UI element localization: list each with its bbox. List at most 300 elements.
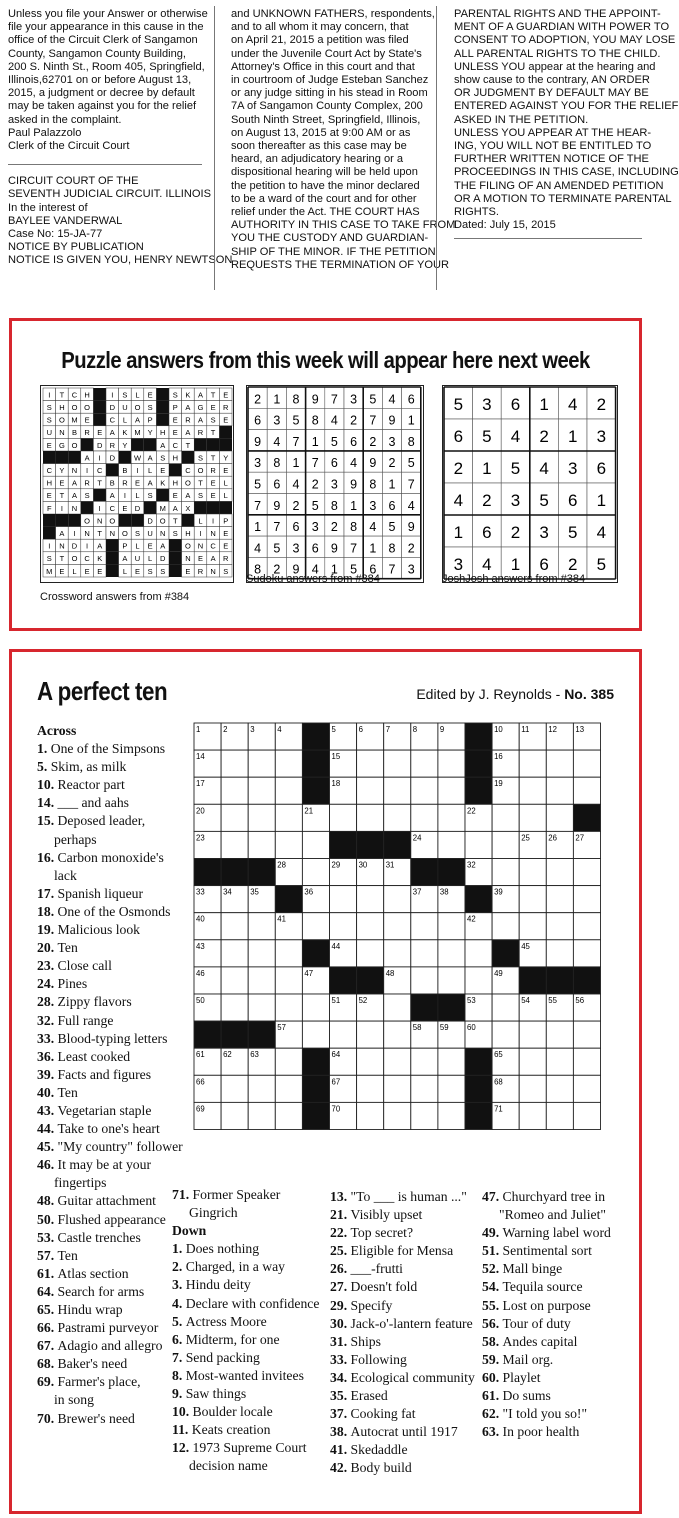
answer-letter: N	[159, 529, 166, 538]
legal-line: UNLESS YOU APPEAR AT THE HEAR-	[454, 126, 652, 139]
grid-cell[interactable]	[248, 1102, 275, 1129]
legal-line: soon thereafter as this case may be	[231, 140, 407, 153]
cell-number: 30	[358, 860, 368, 870]
grid-cell[interactable]	[573, 940, 600, 967]
grid-cell[interactable]	[519, 1021, 546, 1048]
grid-cell[interactable]	[411, 940, 438, 967]
clue-text: Least cooked	[57, 1048, 131, 1064]
clue-number: 27.	[330, 1279, 351, 1295]
answer-letter: I	[48, 541, 51, 551]
grid-cell[interactable]	[275, 940, 302, 967]
grid-cell[interactable]	[438, 1102, 465, 1129]
answer-letter: E	[46, 440, 52, 450]
answer-letter: I	[98, 503, 101, 513]
grid-cell[interactable]	[384, 777, 411, 804]
clue	[37, 849, 183, 867]
clue-text: Body build	[350, 1460, 412, 1476]
answer-letter: T	[59, 491, 65, 501]
grid-cell[interactable]	[384, 1102, 411, 1129]
grid-cell[interactable]	[384, 1048, 411, 1075]
cell-number: 7	[385, 725, 391, 734]
clue-text: Flushed appearance	[57, 1211, 166, 1227]
grid-cell[interactable]	[438, 940, 465, 967]
clue	[172, 1349, 319, 1367]
cell-number: 24	[412, 833, 422, 843]
grid-cell[interactable]	[492, 831, 519, 858]
grid-cell[interactable]	[465, 967, 492, 994]
black-cell	[194, 501, 207, 514]
answer-letter: N	[84, 529, 90, 538]
grid-cell[interactable]	[302, 913, 329, 940]
clue	[172, 1421, 319, 1439]
grid-cell[interactable]	[492, 1021, 519, 1048]
answer-letter: N	[210, 566, 216, 576]
grid-cell[interactable]	[519, 1048, 546, 1075]
clue-text: Adagio and allegro	[57, 1338, 163, 1354]
answers-title: Puzzle answers from this week will appear here next week	[61, 347, 590, 373]
cell-number: 33	[196, 887, 205, 897]
answer-letter: A	[84, 453, 90, 463]
grid-cell[interactable]	[275, 967, 302, 994]
black-square	[573, 967, 600, 994]
grid-cell[interactable]	[519, 886, 546, 913]
clue-continuation: lack	[54, 867, 77, 883]
grid-cell[interactable]	[438, 967, 465, 994]
black-square	[411, 859, 438, 886]
grid-cell[interactable]	[357, 750, 384, 777]
sudoku-digit: 5	[273, 541, 281, 556]
answer-letter: T	[210, 390, 216, 400]
sudoku-digit: 5	[330, 434, 338, 449]
answer-letter: S	[147, 566, 153, 576]
clue-number: 63.	[482, 1424, 503, 1440]
grid-cell[interactable]	[573, 1021, 600, 1048]
grid-cell[interactable]	[384, 1021, 411, 1048]
clue	[172, 1331, 319, 1349]
sudoku-digit: 5	[407, 456, 415, 471]
grid-cell[interactable]	[357, 1075, 384, 1102]
clue-text: Brewer's need	[57, 1410, 135, 1426]
grid-cell[interactable]	[546, 1102, 573, 1129]
clues-across-column	[37, 722, 183, 1428]
black-cell	[93, 388, 106, 401]
grid-cell[interactable]	[411, 1075, 438, 1102]
grid-cell[interactable]	[492, 859, 519, 886]
grid-cell[interactable]	[357, 1102, 384, 1129]
clue-text: Do sums	[502, 1388, 551, 1404]
clue-number: 16.	[37, 849, 58, 865]
black-square	[465, 750, 492, 777]
crossword-grid[interactable]	[192, 721, 600, 1179]
answer-letter: C	[109, 415, 116, 425]
clue-number: 17.	[37, 885, 58, 901]
answer-letter: T	[173, 516, 178, 526]
cell-number: 42	[467, 914, 476, 924]
clue-text: Sentimental sort	[502, 1243, 592, 1259]
answer-letter: S	[160, 566, 166, 576]
grid-cell[interactable]	[546, 913, 573, 940]
grid-cell[interactable]	[330, 886, 357, 913]
grid-cell[interactable]	[573, 1075, 600, 1102]
legal-line: In the interest of	[8, 201, 88, 214]
clue-number: 64.	[37, 1283, 58, 1299]
grid-cell[interactable]	[519, 859, 546, 886]
grid-cell[interactable]	[438, 913, 465, 940]
clue-number: 5.	[172, 1313, 186, 1329]
grid-cell[interactable]	[519, 804, 546, 831]
clue-text: Saw things	[185, 1386, 247, 1402]
answer-letter: L	[148, 466, 153, 475]
legal-line: South Ninth Street, Springfield, Illinois,	[231, 113, 421, 126]
grid-cell[interactable]	[221, 750, 248, 777]
clue-number: 69.	[37, 1374, 58, 1390]
grid-cell[interactable]	[546, 777, 573, 804]
grid-cell[interactable]	[411, 750, 438, 777]
answer-letter: C	[46, 466, 53, 475]
answer-letter: S	[46, 554, 52, 564]
black-cell	[182, 451, 195, 464]
grid-cell[interactable]	[546, 1048, 573, 1075]
grid-cell[interactable]	[438, 831, 465, 858]
grid-cell[interactable]	[357, 913, 384, 940]
grid-cell[interactable]	[275, 1075, 302, 1102]
joshjosh-digit: 6	[453, 427, 464, 446]
grid-cell[interactable]	[546, 750, 573, 777]
answer-letter: A	[147, 478, 153, 488]
sudoku-digit: 9	[311, 392, 319, 407]
joshjosh-digit: 5	[482, 427, 492, 446]
grid-cell[interactable]	[248, 967, 275, 994]
grid-cell[interactable]	[411, 913, 438, 940]
grid-cell[interactable]	[357, 777, 384, 804]
grid-cell[interactable]	[248, 913, 275, 940]
answer-letter: Y	[147, 428, 153, 438]
grid-cell[interactable]	[221, 1075, 248, 1102]
grid-cell[interactable]	[275, 750, 302, 777]
grid-cell[interactable]	[573, 1102, 600, 1129]
grid-cell[interactable]	[519, 777, 546, 804]
black-cell	[68, 451, 81, 464]
sudoku-digit: 1	[388, 477, 396, 492]
grid-cell[interactable]	[384, 940, 411, 967]
grid-cell[interactable]	[411, 967, 438, 994]
legal-line: to be a ward of the court and for other	[231, 192, 417, 205]
answer-letter: E	[210, 478, 216, 488]
grid-cell[interactable]	[546, 1021, 573, 1048]
grid-cell[interactable]	[221, 1102, 248, 1129]
crossword-answers-caption: Crossword answers from #384	[40, 591, 190, 603]
grid-cell[interactable]	[357, 886, 384, 913]
cell-number: 19	[494, 779, 503, 789]
grid-cell[interactable]	[384, 994, 411, 1021]
legal-column-3	[454, 8, 679, 243]
grid-cell[interactable]	[519, 1102, 546, 1129]
clue	[37, 885, 183, 903]
answer-letter: E	[147, 541, 153, 551]
sudoku-digit: 8	[369, 477, 377, 492]
grid-cell[interactable]	[384, 913, 411, 940]
grid-cell[interactable]	[411, 777, 438, 804]
sudoku-digit: 3	[273, 413, 281, 428]
sudoku-digit: 8	[350, 520, 358, 535]
grid-cell[interactable]	[573, 913, 600, 940]
grid-cell[interactable]	[275, 831, 302, 858]
cell-number: 70	[331, 1104, 341, 1114]
joshjosh-digit: 4	[596, 523, 607, 542]
clue	[482, 1351, 611, 1369]
answer-letter: N	[210, 529, 216, 538]
grid-cell[interactable]	[492, 804, 519, 831]
clue	[482, 1224, 611, 1242]
grid-cell[interactable]	[438, 1048, 465, 1075]
black-square	[465, 777, 492, 804]
legal-line: asked in the complaint.	[8, 113, 122, 126]
answer-letter: M	[134, 428, 141, 438]
grid-cell[interactable]	[573, 777, 600, 804]
clue-number: 59.	[482, 1351, 503, 1367]
grid-cell[interactable]	[411, 1102, 438, 1129]
black-cell	[56, 514, 69, 527]
clue	[37, 776, 183, 794]
clue-number: 40.	[37, 1084, 58, 1100]
grid-cell[interactable]	[438, 804, 465, 831]
grid-cell[interactable]	[248, 804, 275, 831]
grid-cell[interactable]	[438, 750, 465, 777]
clue-number: 39.	[37, 1066, 58, 1082]
black-square	[302, 1075, 329, 1102]
grid-cell[interactable]	[357, 1021, 384, 1048]
grid-cell[interactable]	[384, 886, 411, 913]
grid-cell[interactable]	[411, 804, 438, 831]
grid-cell[interactable]	[519, 1075, 546, 1102]
cell-number: 5	[331, 725, 336, 734]
answer-letter: A	[109, 428, 115, 438]
grid-cell[interactable]	[302, 859, 329, 886]
sudoku-digit: 8	[273, 456, 281, 471]
grid-cell[interactable]	[221, 967, 248, 994]
grid-cell[interactable]	[248, 940, 275, 967]
legal-line: Case No: 15-JA-77	[8, 228, 103, 241]
grid-cell[interactable]	[248, 994, 275, 1021]
clue	[172, 1295, 319, 1313]
answer-letter: S	[46, 403, 52, 412]
clue-text: Deposed leader,	[57, 813, 146, 829]
grid-cell[interactable]	[546, 804, 573, 831]
clue	[330, 1387, 475, 1405]
joshjosh-digit: 3	[482, 395, 492, 414]
grid-cell[interactable]	[411, 1048, 438, 1075]
grid-cell[interactable]	[275, 994, 302, 1021]
sudoku-digit: 6	[369, 562, 377, 577]
grid-cell[interactable]	[384, 750, 411, 777]
clue-text: Pastrami purveyor	[57, 1320, 159, 1336]
grid-cell[interactable]	[492, 994, 519, 1021]
cell-number: 50	[196, 996, 205, 1005]
grid-cell[interactable]	[221, 913, 248, 940]
grid-cell[interactable]	[546, 940, 573, 967]
grid-cell[interactable]	[275, 1048, 302, 1075]
clue-text: Skim, as milk	[50, 759, 127, 775]
answer-letter: R	[84, 478, 90, 488]
black-cell	[169, 464, 182, 477]
clues-down-column-2	[330, 1188, 475, 1478]
grid-cell[interactable]	[519, 750, 546, 777]
cell-number: 35	[250, 887, 259, 897]
grid-cell[interactable]	[573, 886, 600, 913]
clue-continuation: in song	[54, 1392, 94, 1408]
answer-letter: R	[109, 440, 116, 450]
grid-cell[interactable]	[302, 994, 329, 1021]
joshjosh-digit: 1	[567, 427, 578, 446]
legal-line: Unless you file your Answer or otherwise	[8, 8, 208, 20]
joshjosh-digit: 5	[510, 459, 521, 478]
grid-cell[interactable]	[357, 940, 384, 967]
black-square	[438, 994, 465, 1021]
sudoku-digit: 2	[350, 413, 358, 428]
clue	[482, 1333, 611, 1351]
clue	[330, 1297, 475, 1315]
grid-cell[interactable]	[302, 831, 329, 858]
grid-cell[interactable]	[330, 913, 357, 940]
black-square	[221, 859, 248, 886]
grid-cell[interactable]	[573, 750, 600, 777]
black-cell	[43, 514, 56, 527]
grid-cell[interactable]	[546, 859, 573, 886]
black-cell	[81, 501, 94, 514]
clue	[330, 1351, 475, 1369]
clue	[330, 1188, 475, 1206]
answer-letter: E	[147, 390, 153, 400]
grid-cell[interactable]	[221, 777, 248, 804]
black-cell	[131, 514, 144, 527]
grid-cell[interactable]	[330, 804, 357, 831]
legal-line: under the Juvenile Court Act by State's	[231, 47, 422, 60]
joshjosh-digit: 3	[567, 459, 578, 478]
answer-letter: N	[71, 503, 78, 513]
grid-cell[interactable]	[248, 831, 275, 858]
joshjosh-digit: 2	[596, 395, 607, 414]
cell-number: 12	[548, 725, 557, 734]
joshjosh-digit: 3	[596, 427, 607, 446]
clue-text: Playlet	[502, 1369, 541, 1385]
grid-cell[interactable]	[248, 750, 275, 777]
grid-cell[interactable]	[275, 777, 302, 804]
grid-cell[interactable]	[465, 831, 492, 858]
clue	[37, 1247, 183, 1265]
answer-letter: T	[185, 440, 191, 450]
clue	[37, 1410, 183, 1428]
sudoku-digit: 4	[388, 392, 396, 407]
grid-cell[interactable]	[438, 777, 465, 804]
cell-number: 39	[494, 887, 503, 897]
grid-cell[interactable]	[384, 804, 411, 831]
joshjosh-answers-panel	[442, 385, 618, 583]
sudoku-digit: 9	[407, 520, 415, 535]
grid-cell[interactable]	[384, 1075, 411, 1102]
answer-letter: R	[222, 554, 229, 564]
black-cell	[144, 501, 157, 514]
grid-cell[interactable]	[546, 1075, 573, 1102]
clue	[37, 740, 183, 758]
grid-cell[interactable]	[330, 1021, 357, 1048]
answer-letter: R	[222, 403, 229, 412]
clue-text: Ten	[57, 1247, 78, 1263]
grid-cell[interactable]	[275, 1102, 302, 1129]
grid-cell[interactable]	[519, 913, 546, 940]
grid-cell[interactable]	[573, 1048, 600, 1075]
clue-text: Tequila source	[502, 1279, 583, 1295]
sudoku-digit: 9	[292, 562, 300, 577]
answer-letter: E	[210, 403, 216, 412]
clue	[37, 1084, 183, 1102]
cell-number: 68	[494, 1077, 503, 1087]
answer-letter: S	[172, 529, 178, 538]
answer-letter: E	[223, 390, 229, 400]
grid-cell[interactable]	[221, 940, 248, 967]
joshjosh-digit: 2	[510, 523, 521, 542]
answer-letter: O	[58, 415, 65, 425]
answer-letter: S	[46, 415, 52, 425]
grid-cell[interactable]	[221, 804, 248, 831]
grid-cell[interactable]	[573, 859, 600, 886]
grid-cell[interactable]	[275, 804, 302, 831]
clue	[37, 758, 183, 776]
grid-cell[interactable]	[302, 1021, 329, 1048]
black-cell	[144, 438, 157, 451]
cell-number: 53	[467, 996, 476, 1005]
sudoku-digit: 7	[311, 456, 319, 471]
answer-letter: I	[212, 516, 215, 526]
grid-cell[interactable]	[357, 1048, 384, 1075]
black-square	[519, 967, 546, 994]
sudoku-digit: 7	[254, 498, 262, 513]
clue-text: Ten	[57, 1084, 78, 1100]
grid-cell[interactable]	[221, 831, 248, 858]
grid-cell[interactable]	[465, 940, 492, 967]
grid-cell[interactable]	[221, 994, 248, 1021]
grid-cell[interactable]	[248, 1075, 275, 1102]
clue-text: Carbon monoxide's	[57, 849, 164, 865]
black-square	[302, 723, 329, 750]
grid-cell[interactable]	[546, 886, 573, 913]
down-heading: Down	[172, 1223, 207, 1239]
clue-text: Skedaddle	[350, 1442, 408, 1458]
clue-text: Zippy flavors	[57, 994, 132, 1010]
clue	[37, 1283, 183, 1301]
clue-number: 12.	[172, 1440, 193, 1456]
cell-number: 29	[331, 860, 341, 870]
clue	[37, 794, 183, 812]
black-cell	[207, 501, 220, 514]
clue-number: 5.	[37, 759, 51, 775]
grid-cell[interactable]	[492, 913, 519, 940]
answer-letter: E	[160, 466, 166, 475]
clue	[37, 1156, 183, 1174]
grid-cell[interactable]	[438, 1075, 465, 1102]
answer-letter: A	[172, 503, 178, 513]
clue-number: 28.	[37, 994, 58, 1010]
clue	[330, 1459, 475, 1477]
cell-number: 18	[331, 779, 341, 789]
grid-cell[interactable]	[357, 804, 384, 831]
answer-letter: M	[46, 566, 53, 576]
cell-number: 21	[304, 806, 314, 816]
clue-text: Mall binge	[502, 1261, 563, 1277]
clue	[37, 1355, 183, 1373]
clue-text: Send packing	[185, 1349, 260, 1365]
grid-cell[interactable]	[248, 777, 275, 804]
legal-line: Clerk of the Circuit Court	[8, 140, 130, 153]
